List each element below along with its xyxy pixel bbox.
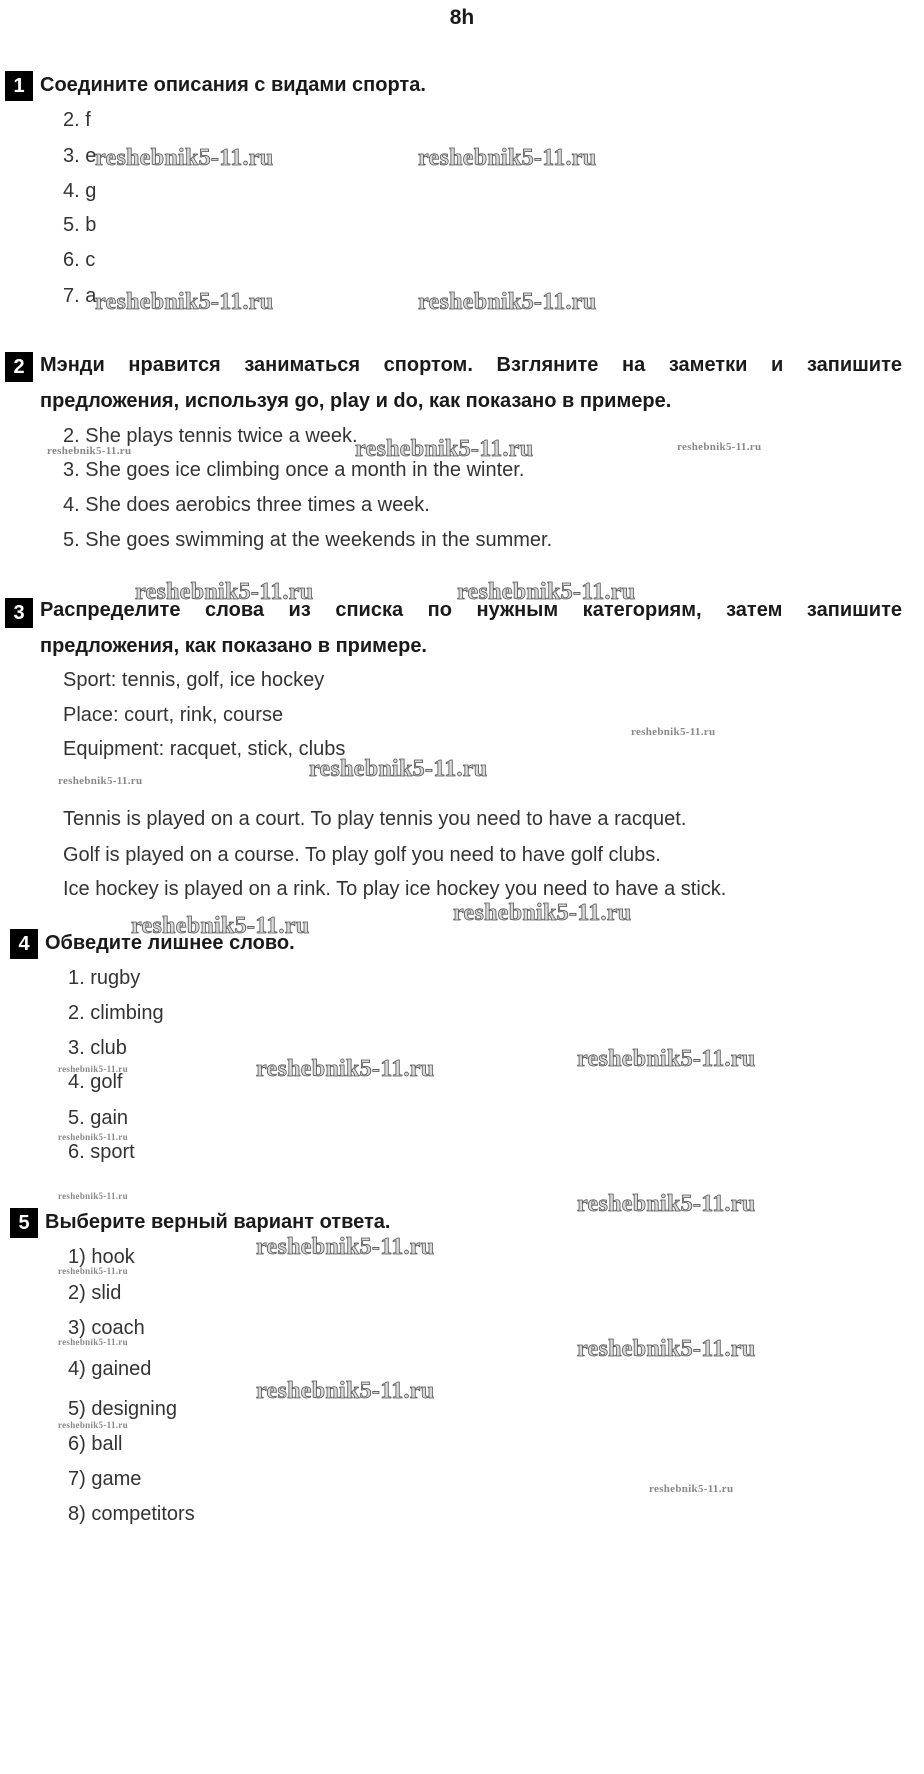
answer-item: 4) gained xyxy=(68,1358,152,1380)
watermark: reshebnik5-11.ru xyxy=(457,579,636,605)
sentence-line: Golf is played on a course. To play golf you need to have golf clubs. xyxy=(63,844,661,866)
watermark: reshebnik5-11.ru xyxy=(631,726,716,738)
watermark: reshebnik5-11.ru xyxy=(649,1483,734,1495)
exercise-1-heading: Соедините описания с видами спорта. xyxy=(40,74,426,96)
answer-item: 3. club xyxy=(68,1037,127,1059)
watermark: reshebnik5-11.ru xyxy=(58,775,143,787)
answer-item: 7) game xyxy=(68,1468,142,1490)
exercise-number-4: 4 xyxy=(10,929,38,959)
watermark: reshebnik5-11.ru xyxy=(577,1191,756,1217)
watermark: reshebnik5-11.ru xyxy=(256,1056,435,1082)
answer-item: 4. g xyxy=(63,180,97,202)
exercise-number-5: 5 xyxy=(10,1208,38,1238)
answer-item: 6. sport xyxy=(68,1141,135,1163)
watermark: reshebnik5-11.ru xyxy=(58,1064,128,1074)
exercise-number-1: 1 xyxy=(5,71,33,101)
exercise-5-heading: Выберите верный вариант ответа. xyxy=(45,1211,391,1233)
watermark: reshebnik5-11.ru xyxy=(256,1234,435,1260)
watermark: reshebnik5-11.ru xyxy=(58,1420,128,1430)
watermark: reshebnik5-11.ru xyxy=(58,1132,128,1142)
answer-item: 8) competitors xyxy=(68,1503,195,1525)
watermark: reshebnik5-11.ru xyxy=(677,441,762,453)
sentence-line: Tennis is played on a court. To play tennis you need to have a racquet. xyxy=(63,808,687,830)
answer-item: 6) ball xyxy=(68,1433,123,1455)
watermark: reshebnik5-11.ru xyxy=(135,579,314,605)
answer-item: 5) designing xyxy=(68,1398,177,1420)
answer-item: 7. a xyxy=(63,285,97,307)
watermark: reshebnik5-11.ru xyxy=(418,289,597,315)
answer-item: 5. b xyxy=(63,214,97,236)
answer-item: 2. She plays tennis twice a week. xyxy=(63,425,358,447)
exercise-3-heading-cont: предложения, как показано в примере. xyxy=(40,635,427,657)
exercise-number-3: 3 xyxy=(5,598,33,628)
watermark: reshebnik5-11.ru xyxy=(58,1266,128,1276)
watermark: reshebnik5-11.ru xyxy=(95,289,274,315)
watermark: reshebnik5-11.ru xyxy=(58,1191,128,1201)
sentence-line: Ice hockey is played on a rink. To play ice hockey you need to have a stick. xyxy=(63,878,727,900)
answer-item: 2. climbing xyxy=(68,1002,164,1024)
watermark: reshebnik5-11.ru xyxy=(577,1046,756,1072)
answer-item: 6. c xyxy=(63,249,96,271)
exercise-4-heading: Обведите лишнее слово. xyxy=(45,932,295,954)
category-line: Place: court, rink, course xyxy=(63,704,284,726)
answer-item: 5. She goes swimming at the weekends in the summer. xyxy=(63,529,553,551)
exercise-number-2: 2 xyxy=(5,352,33,382)
watermark: reshebnik5-11.ru xyxy=(309,756,488,782)
answer-item: 2. f xyxy=(63,109,91,131)
answer-item: 4. golf xyxy=(68,1071,123,1093)
category-line: Equipment: racquet, stick, clubs xyxy=(63,738,346,760)
watermark: reshebnik5-11.ru xyxy=(58,1337,128,1347)
answer-item: 1. rugby xyxy=(68,967,141,989)
watermark: reshebnik5-11.ru xyxy=(95,145,274,171)
watermark: reshebnik5-11.ru xyxy=(131,913,310,939)
answer-item: 4. She does aerobics three times a week. xyxy=(63,494,430,516)
watermark: reshebnik5-11.ru xyxy=(577,1336,756,1362)
exercise-2-heading-cont: предложения, используя go, play и do, как показано в примере. xyxy=(40,390,672,412)
answer-item: 1) hook xyxy=(68,1246,135,1268)
exercise-3-heading: Распределите слова из списка по нужным категориям, затем запишите xyxy=(40,599,902,621)
answer-item: 3) coach xyxy=(68,1317,145,1339)
answer-item: 5. gain xyxy=(68,1107,129,1129)
answer-item: 3. She goes ice climbing once a month in the winter. xyxy=(63,459,525,481)
watermark: reshebnik5-11.ru xyxy=(453,900,632,926)
page-title: 8h xyxy=(449,6,475,29)
exercise-2-heading: Мэнди нравится заниматься спортом. Взгляните на заметки и запишите xyxy=(40,354,902,376)
watermark: reshebnik5-11.ru xyxy=(256,1378,435,1404)
watermark: reshebnik5-11.ru xyxy=(47,445,132,457)
answer-item: 3. e xyxy=(63,145,97,167)
answer-item: 2) slid xyxy=(68,1282,122,1304)
watermark: reshebnik5-11.ru xyxy=(355,436,534,462)
category-line: Sport: tennis, golf, ice hockey xyxy=(63,669,325,691)
watermark: reshebnik5-11.ru xyxy=(418,145,597,171)
